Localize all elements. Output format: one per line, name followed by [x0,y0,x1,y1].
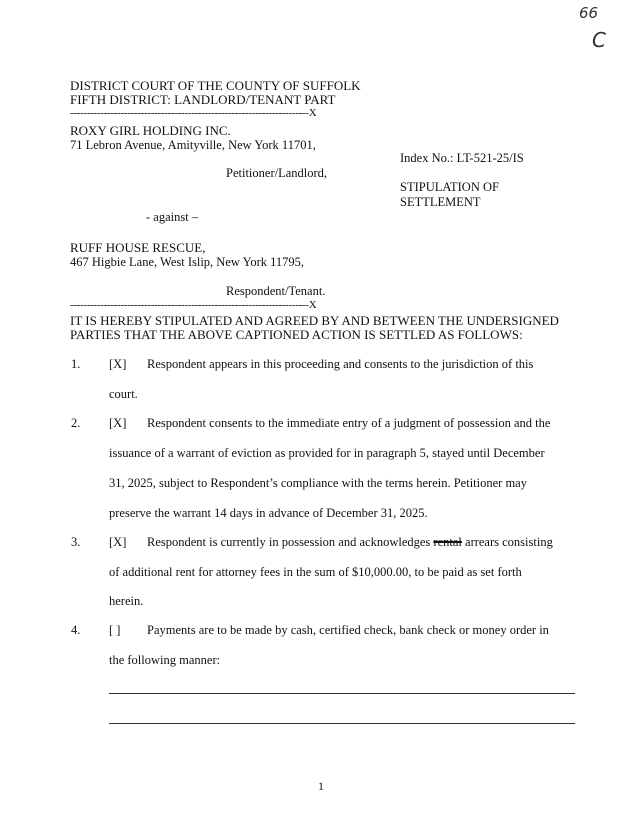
paragraph-text: preserve the warrant 14 days in advance of December 31, 2025. [109,506,428,520]
paragraph-number: 4. [71,623,81,637]
petitioner-address: 71 Lebron Avenue, Amityville, New York 11701, [70,138,316,152]
paragraph-text: issuance of a warrant of eviction as provided for in paragraph 5, stayed until December [109,446,545,460]
preamble-line1: IT IS HEREBY STIPULATED AND AGREED BY AND BETWEEN THE UNDERSIGNED [70,313,559,328]
handwritten-mark: C [592,28,606,52]
paragraph-checkbox: [X] [109,535,127,549]
paragraph-text: Payments are to be made by cash, certified check, bank check or money order in [147,623,549,637]
paragraph-number: 3. [71,535,81,549]
paragraph-text: the following manner: [109,653,221,667]
paragraph-checkbox: [X] [109,357,127,371]
petitioner-role: Petitioner/Landlord, [226,166,328,180]
respondent-name: RUFF HOUSE RESCUE, [70,240,206,255]
paragraph-text: of additional rent for attorney fees in the sum of $10,000.00, to be paid as set forth [109,565,522,579]
paragraph-text: herein. [109,594,144,608]
paragraph-number: 2. [71,416,81,430]
caption-divider-bottom: -----------------------------------------------------------------------X [70,299,317,311]
blank-fill-line [109,693,575,694]
respondent-role: Respondent/Tenant. [226,284,326,298]
paragraph-text: 31, 2025, subject to Respondent’s compliance with the terms herein. Petitioner may [109,476,527,490]
document-title-line2: SETTLEMENT [400,195,481,209]
paragraph-text-part: arrears consisting [465,535,553,549]
handwritten-note: 66 [579,4,599,22]
paragraph-text: Respondent consents to the immediate entry of a judgment of possession and the [147,416,551,430]
index-number: Index No.: LT-521-25/IS [400,151,524,165]
court-name: DISTRICT COURT OF THE COUNTY OF SUFFOLK [70,78,361,93]
paragraph-number: 1. [71,357,81,371]
paragraph-text [147,535,553,550]
court-part: FIFTH DISTRICT: LANDLORD/TENANT PART [70,92,336,107]
paragraph-text: Respondent appears in this proceeding and consents to the jurisdiction of this [147,357,534,371]
paragraph-text: court. [109,387,138,401]
against-label: - against – [146,210,199,224]
paragraph-checkbox: [X] [109,416,127,430]
paragraph-text-part: Respondent is currently in possession and acknowledges [147,535,431,549]
petitioner-name: ROXY GIRL HOLDING INC. [70,123,231,138]
caption-divider-top: -----------------------------------------------------------------------X [70,107,317,119]
page-number: 1 [318,779,324,793]
paragraph-checkbox: [ ] [109,623,121,637]
preamble-line2: PARTIES THAT THE ABOVE CAPTIONED ACTION IS SETTLED AS FOLLOWS: [70,327,523,342]
struck-word: rental [433,535,462,549]
blank-fill-line [109,723,575,724]
document-title-line1: STIPULATION OF [400,180,499,194]
respondent-address: 467 Higbie Lane, West Islip, New York 11795, [70,255,305,269]
